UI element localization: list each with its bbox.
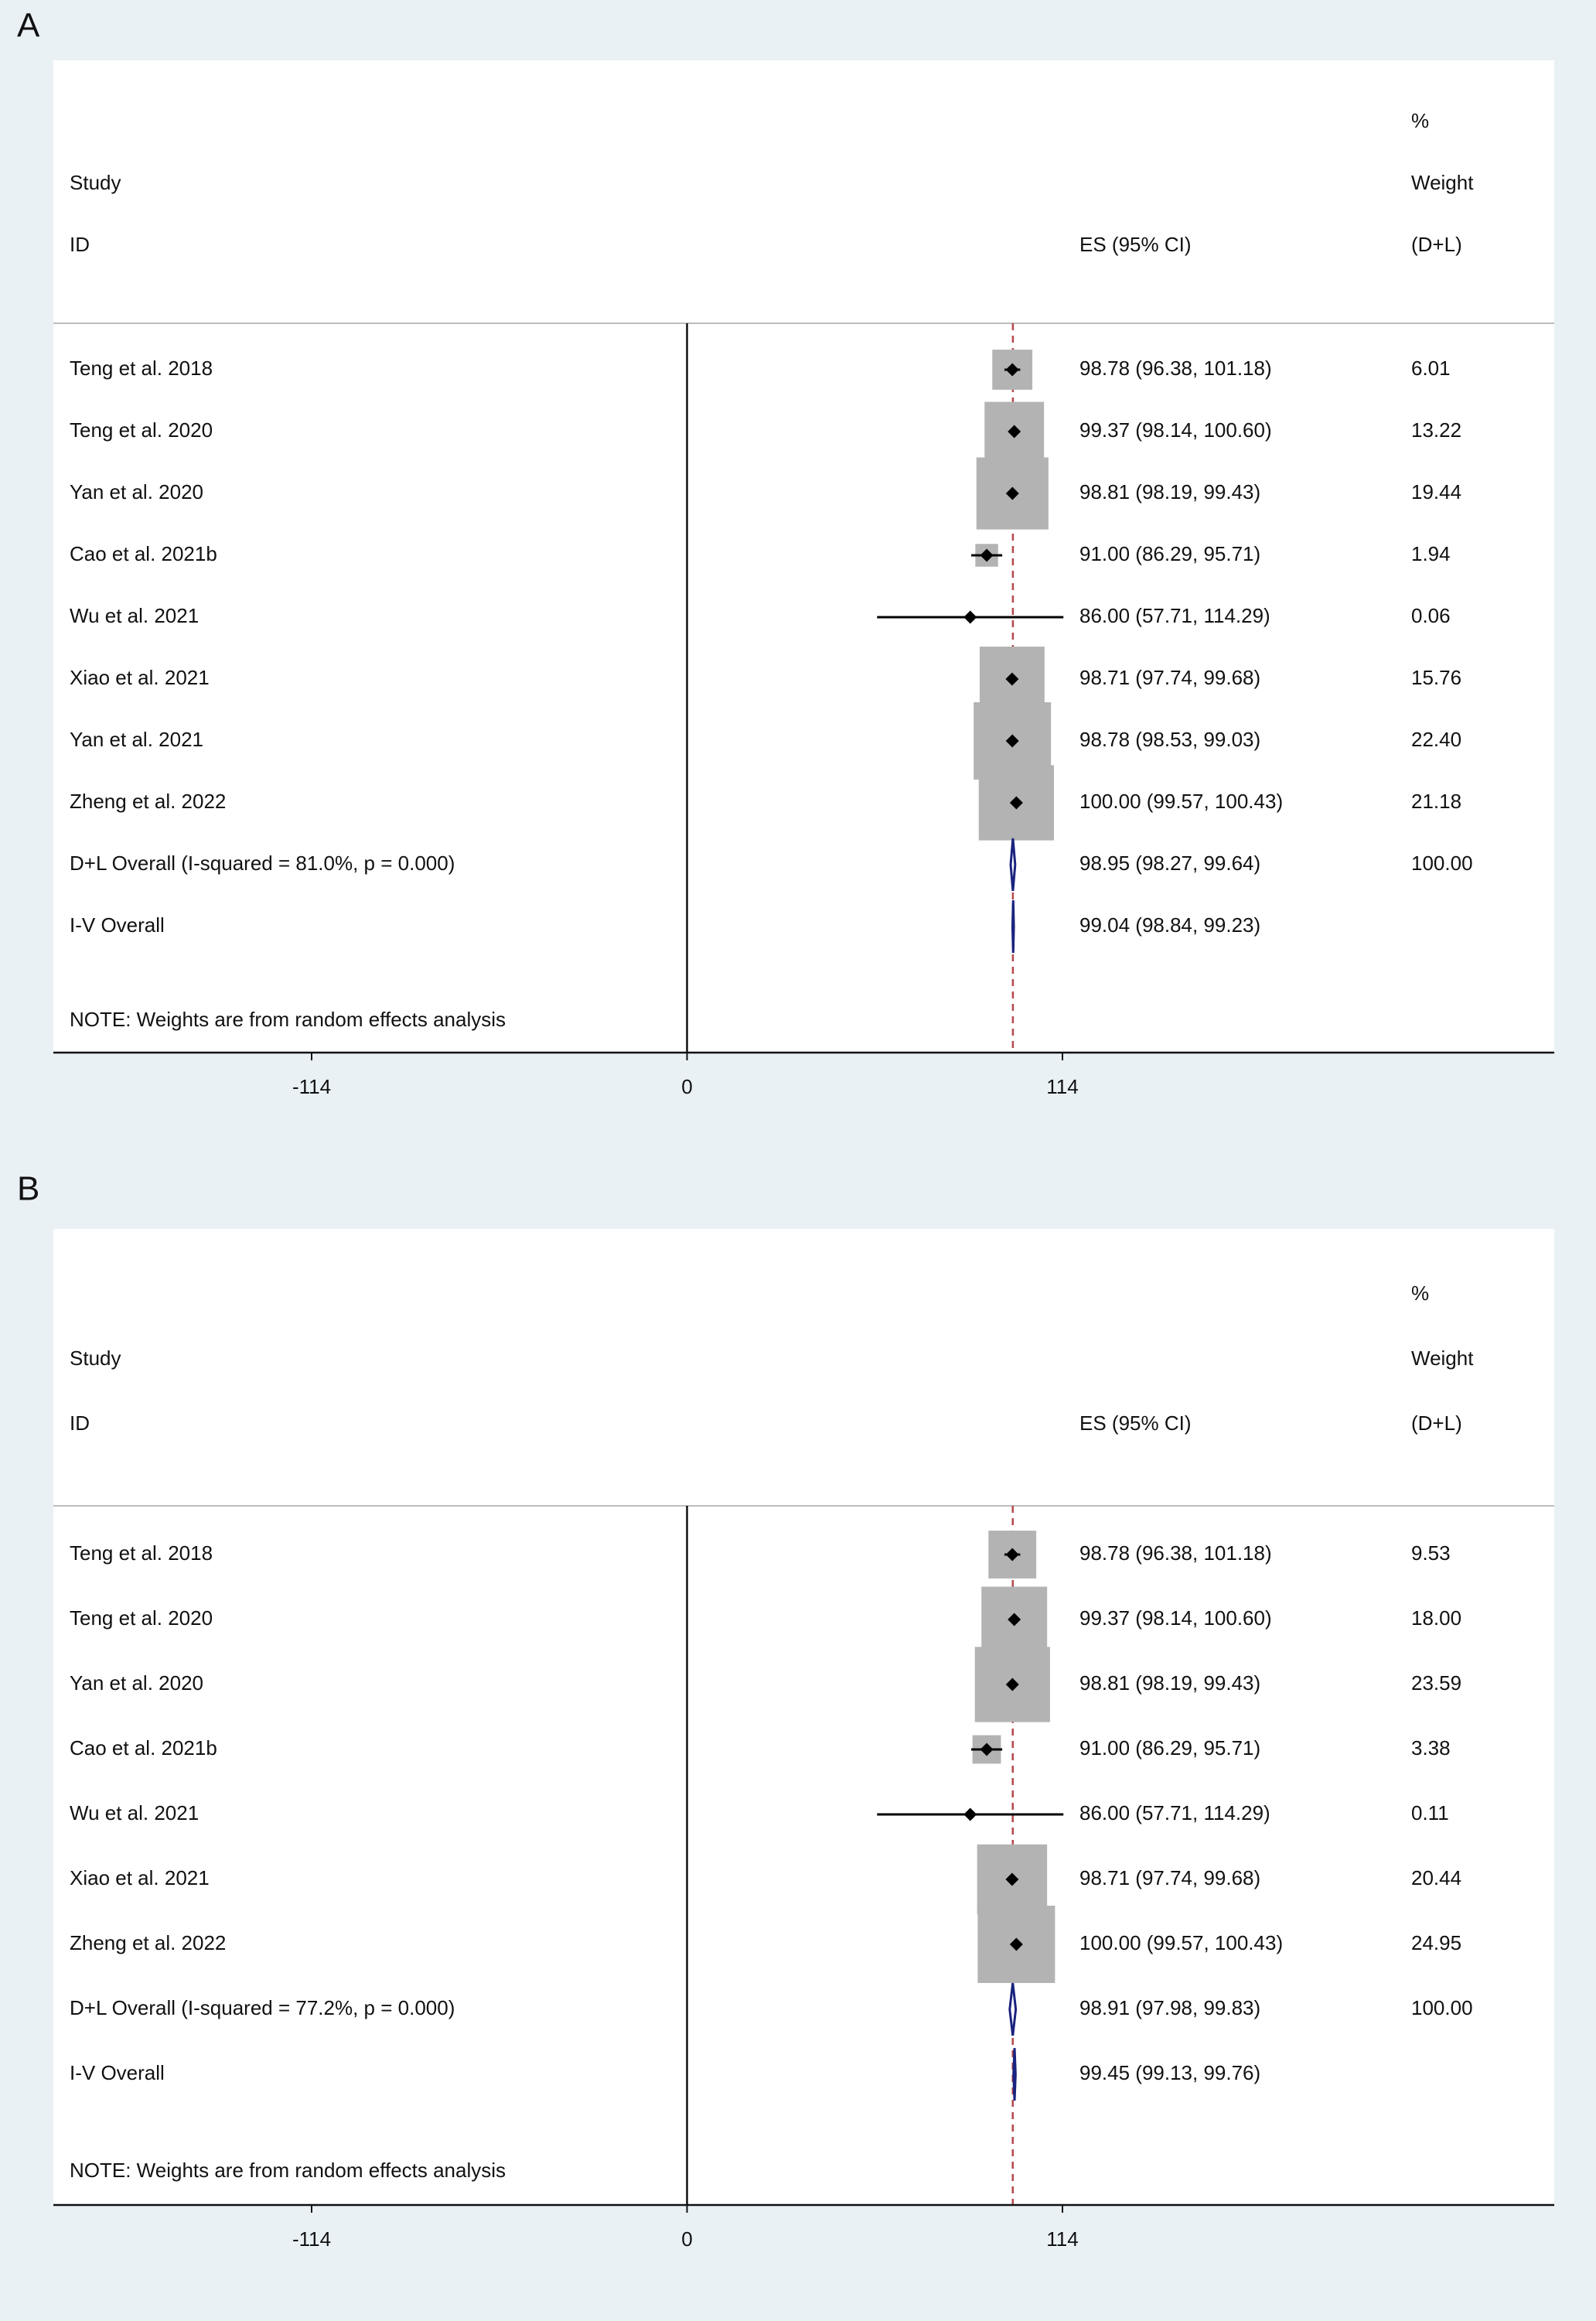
- study-label: Wu et al. 2021: [70, 1800, 200, 1824]
- study-es-ci: 99.37 (98.14, 100.60): [1079, 418, 1272, 442]
- overall-es-ci: 99.04 (98.84, 99.23): [1079, 913, 1261, 937]
- overall-es-ci: 99.45 (99.13, 99.76): [1079, 2060, 1261, 2084]
- overall-label: I-V Overall: [70, 913, 165, 937]
- study-weight: 20.44: [1411, 1865, 1462, 1889]
- study-label: Zheng et al. 2022: [70, 1930, 227, 1954]
- x-tick-label: -114: [292, 2227, 332, 2251]
- study-label: Yan et al. 2020: [70, 480, 203, 503]
- header-id: ID: [70, 1411, 90, 1435]
- panel-a: [17, 7, 1554, 1098]
- x-tick-label: -114: [292, 1074, 332, 1098]
- study-es-ci: 99.37 (98.14, 100.60): [1079, 1606, 1272, 1630]
- header-weight: Weight: [1411, 170, 1474, 194]
- study-label: Zheng et al. 2022: [70, 789, 227, 813]
- study-label: Teng et al. 2020: [70, 1606, 213, 1630]
- study-es-ci: 86.00 (57.71, 114.29): [1079, 603, 1270, 627]
- study-es-ci: 98.78 (98.53, 99.03): [1079, 727, 1261, 751]
- study-label: Wu et al. 2021: [70, 603, 200, 627]
- weights-note: NOTE: Weights are from random effects analysis: [70, 1007, 506, 1031]
- study-weight: 9.53: [1411, 1541, 1451, 1565]
- x-tick-label: 114: [1046, 1074, 1079, 1098]
- weights-note: NOTE: Weights are from random effects analysis: [70, 2158, 506, 2182]
- study-es-ci: 91.00 (86.29, 95.71): [1079, 1736, 1261, 1760]
- overall-diamond: [1011, 838, 1015, 891]
- x-tick-label: 0: [681, 2227, 693, 2251]
- study-es-ci: 100.00 (99.57, 100.43): [1079, 789, 1284, 813]
- study-label: Cao et al. 2021b: [70, 541, 217, 565]
- panel-b: [17, 1170, 1554, 2251]
- header-weight-method: (D+L): [1411, 1411, 1462, 1435]
- study-label: Cao et al. 2021b: [70, 1736, 217, 1760]
- study-weight: 22.40: [1411, 727, 1462, 751]
- study-weight: 3.38: [1411, 1736, 1451, 1760]
- study-es-ci: 91.00 (86.29, 95.71): [1079, 541, 1261, 565]
- study-es-ci: 86.00 (57.71, 114.29): [1079, 1800, 1270, 1824]
- overall-weight: 100.00: [1411, 851, 1473, 875]
- x-tick-label: 114: [1046, 2227, 1079, 2251]
- study-weight: 23.59: [1411, 1671, 1462, 1695]
- overall-es-ci: 98.91 (97.98, 99.83): [1079, 1995, 1261, 2019]
- study-weight: 19.44: [1411, 480, 1462, 503]
- study-weight: 0.11: [1411, 1800, 1449, 1824]
- study-label: Xiao et al. 2021: [70, 1865, 210, 1889]
- study-label: Xiao et al. 2021: [70, 665, 210, 689]
- study-es-ci: 98.81 (98.19, 99.43): [1079, 480, 1261, 503]
- study-es-ci: 98.81 (98.19, 99.43): [1079, 1671, 1261, 1695]
- study-es-ci: 98.71 (97.74, 99.68): [1079, 665, 1261, 689]
- header-study: Study: [70, 1346, 121, 1370]
- study-es-ci: 100.00 (99.57, 100.43): [1079, 1930, 1284, 1954]
- header-study: Study: [70, 170, 121, 194]
- study-label: Teng et al. 2020: [70, 418, 213, 442]
- study-es-ci: 98.78 (96.38, 101.18): [1079, 1541, 1272, 1565]
- study-es-ci: 98.78 (96.38, 101.18): [1079, 356, 1272, 380]
- header-es-ci: ES (95% CI): [1079, 1411, 1192, 1435]
- study-weight: 1.94: [1411, 541, 1451, 565]
- study-label: Yan et al. 2021: [70, 727, 203, 751]
- study-es-ci: 98.71 (97.74, 99.68): [1079, 1865, 1261, 1889]
- study-label: Yan et al. 2020: [70, 1671, 203, 1695]
- overall-diamond: [1012, 900, 1014, 953]
- overall-weight: 100.00: [1411, 1995, 1473, 2019]
- overall-label: I-V Overall: [70, 2060, 165, 2084]
- panel-background: [53, 1229, 1554, 2206]
- study-weight: 18.00: [1411, 1606, 1462, 1630]
- header-weight-percent: %: [1411, 1281, 1430, 1305]
- study-label: Teng et al. 2018: [70, 1541, 213, 1565]
- panel-label: B: [17, 1169, 40, 1208]
- header-id: ID: [70, 232, 90, 256]
- study-weight: 15.76: [1411, 665, 1462, 689]
- x-tick-label: 0: [681, 1074, 693, 1098]
- overall-label: D+L Overall (I-squared = 81.0%, p = 0.000): [70, 851, 455, 875]
- study-label: Teng et al. 2018: [70, 356, 213, 380]
- panel-label: A: [17, 6, 40, 45]
- study-weight: 0.06: [1411, 603, 1451, 627]
- overall-diamond: [1014, 2048, 1016, 2101]
- header-weight-method: (D+L): [1411, 232, 1462, 256]
- panel-background: [53, 60, 1554, 1053]
- header-es-ci: ES (95% CI): [1079, 232, 1192, 256]
- study-weight: 21.18: [1411, 789, 1462, 813]
- study-weight: 6.01: [1411, 356, 1451, 380]
- overall-label: D+L Overall (I-squared = 77.2%, p = 0.000): [70, 1995, 455, 2019]
- study-weight: 24.95: [1411, 1930, 1462, 1954]
- header-weight: Weight: [1411, 1346, 1474, 1370]
- study-weight: 13.22: [1411, 418, 1462, 442]
- header-weight-percent: %: [1411, 108, 1430, 132]
- overall-es-ci: 98.95 (98.27, 99.64): [1079, 851, 1261, 875]
